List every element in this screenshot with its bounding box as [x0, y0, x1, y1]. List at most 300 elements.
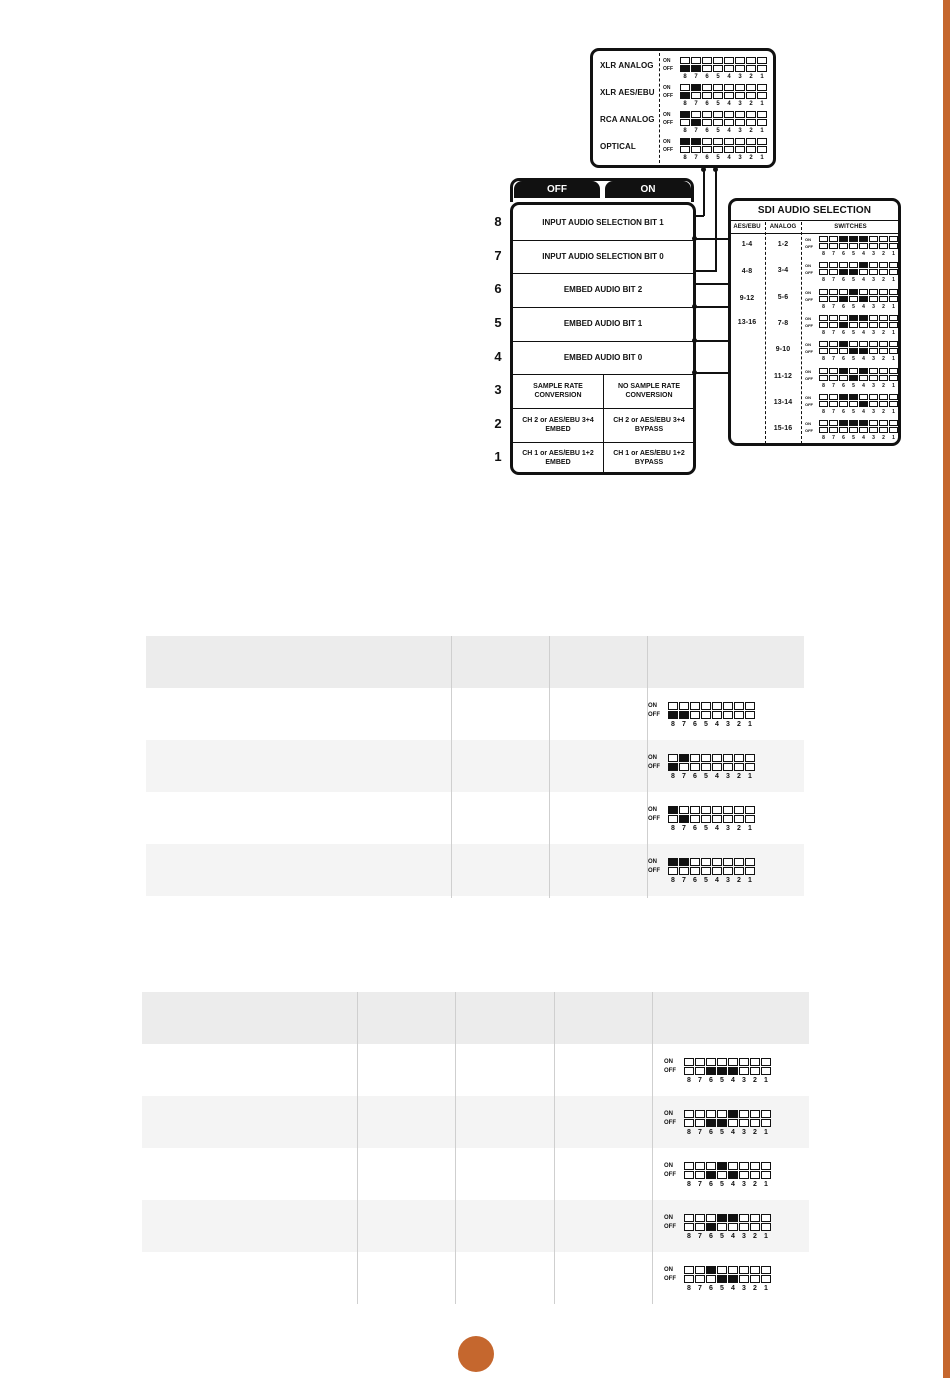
switch-cell [859, 243, 868, 249]
switch-cell [819, 315, 828, 321]
off-label: OFF [648, 712, 660, 718]
switch-number: 6 [842, 251, 845, 257]
switch-number: 2 [882, 277, 885, 284]
switch-on-off-labels [805, 368, 813, 382]
switch-numbers [684, 1233, 771, 1240]
switch-cell [757, 57, 767, 64]
switch-cell [680, 65, 690, 72]
switch-cell [712, 858, 722, 866]
switch-numbers [668, 721, 755, 728]
table-row [142, 1200, 809, 1252]
switch-on-off-labels [664, 1058, 676, 1076]
switch-number: 2 [882, 382, 885, 389]
off-label: OFF [805, 428, 813, 434]
switch-on-off-labels [663, 111, 673, 127]
switch-cell [761, 1119, 771, 1127]
switch-number: 3 [742, 1181, 746, 1188]
switch-number: 7 [832, 435, 835, 442]
switch-number: 7 [832, 382, 835, 389]
off-label: OFF [805, 349, 813, 355]
switch-cell [723, 754, 733, 762]
switch-off-function-label: SAMPLE RATE CONVERSION [533, 383, 583, 399]
switch-cell [712, 806, 722, 814]
switch-number: 3 [726, 773, 730, 780]
switch-cell [750, 1223, 760, 1231]
switch-on-off-labels [664, 1110, 676, 1128]
switch-cell [829, 420, 838, 426]
switch-on-function-label: NO SAMPLE RATE CONVERSION [617, 383, 681, 399]
table-row [146, 688, 804, 740]
off-label: OFF [648, 868, 660, 874]
switch-number: 1 [748, 773, 752, 780]
switch-on-off-labels [805, 341, 813, 355]
switch-cell [668, 858, 678, 866]
switch-numbers [680, 128, 767, 134]
switch-number: 3 [872, 329, 875, 336]
switch-number: 8 [683, 101, 687, 107]
switch-cell [869, 394, 878, 400]
switch-cell [680, 84, 690, 91]
switch-number: 4 [715, 773, 719, 780]
switch-on-row [819, 420, 898, 426]
switch-cell [695, 1119, 705, 1127]
connector-line [703, 170, 705, 216]
switch-number: 6 [705, 74, 709, 80]
switch-number: 1 [760, 74, 764, 80]
switch-numbers [680, 101, 767, 107]
switch-cell [859, 420, 868, 426]
switch-on-row [819, 341, 898, 347]
switch-cell [849, 394, 858, 400]
switch-cell [724, 138, 734, 145]
switch-number: 4 [715, 825, 719, 832]
switch-cell [691, 119, 701, 126]
switch-cell [869, 322, 878, 328]
switch-cell [849, 296, 858, 302]
switch-number: 3 [742, 1233, 746, 1240]
switch-cell [735, 119, 745, 126]
switch-on-off-labels [663, 57, 673, 73]
switch-cell [713, 111, 723, 118]
switch-number: 1 [748, 825, 752, 832]
switch-cell [849, 322, 858, 328]
switch-cell [717, 1058, 727, 1066]
switch-off-row [684, 1171, 771, 1179]
switch-cell [839, 289, 848, 295]
switch-cell [745, 867, 755, 875]
column-divider [549, 636, 550, 898]
switch-numbers [819, 409, 898, 415]
switch-cell [735, 65, 745, 72]
switch-cell [819, 348, 828, 354]
table-row [146, 792, 804, 844]
analog-channel-pair: 13-14 [773, 398, 793, 406]
switch-cell [879, 420, 888, 426]
switch-cell [889, 269, 898, 275]
switch-cell [702, 92, 712, 99]
on-label: ON [805, 394, 811, 400]
switch-number: 5 [716, 128, 720, 134]
switch-cell [839, 394, 848, 400]
switch-number: 5 [852, 382, 855, 389]
switch-cell [690, 711, 700, 719]
on-label: ON [663, 85, 671, 91]
switch-cell [849, 289, 858, 295]
switch-on-row [684, 1266, 771, 1274]
switch-cell [679, 754, 689, 762]
tab-on: ON [605, 181, 691, 198]
switch-cell [889, 368, 898, 374]
switch-number: 1 [764, 1233, 768, 1240]
switch-cell [706, 1110, 716, 1118]
switch-cell [690, 867, 700, 875]
switch-number: 1 [764, 1077, 768, 1084]
switch-number: 4 [862, 356, 865, 363]
switch-number: 7 [832, 251, 835, 257]
switch-cell [684, 1171, 694, 1179]
switch-cell [819, 420, 828, 426]
switch-cell [735, 138, 745, 145]
switch-number: 1 [892, 277, 895, 284]
switch-on-off-labels [664, 1266, 676, 1284]
switch-number: 7 [832, 408, 835, 415]
switch-on-off-labels [648, 754, 660, 772]
switch-cell [849, 315, 858, 321]
switch-cell [745, 815, 755, 823]
switch-cell [761, 1171, 771, 1179]
switch-on-row [819, 315, 898, 321]
off-label: OFF [648, 764, 660, 770]
switch-cell [728, 1067, 738, 1075]
connector-line [715, 170, 717, 272]
switch-on-row [684, 1110, 771, 1118]
switch-on-off-labels [648, 858, 660, 876]
table-row [146, 844, 804, 896]
sdi-col-divider-1 [765, 222, 766, 444]
switch-off-row [684, 1067, 771, 1075]
column-divider [451, 636, 452, 898]
aes-ebu-channel-pair: 1-4 [741, 241, 753, 248]
switch-position-number: 6 [494, 281, 502, 296]
switch-cell [712, 702, 722, 710]
switch-number: 8 [671, 721, 675, 728]
switch-cell [761, 1110, 771, 1118]
switch-number: 1 [892, 251, 895, 257]
switch-cell [839, 243, 848, 249]
switch-number: 6 [709, 1285, 713, 1292]
switch-cell [684, 1162, 694, 1170]
switch-cell [684, 1214, 694, 1222]
switch-cell [839, 401, 848, 407]
switch-number: 7 [682, 721, 686, 728]
switch-number: 5 [852, 329, 855, 336]
switch-numbers [819, 330, 898, 336]
switch-cell [735, 57, 745, 64]
switch-cell [889, 296, 898, 302]
switch-cell [819, 289, 828, 295]
analog-channel-pair: 3-4 [777, 267, 789, 275]
switch-number: 7 [694, 155, 698, 161]
switch-cell [713, 138, 723, 145]
switch-number: 4 [862, 251, 865, 257]
switch-cell [695, 1223, 705, 1231]
switch-number: 8 [687, 1181, 691, 1188]
on-label: ON [805, 289, 811, 295]
switch-number: 1 [764, 1181, 768, 1188]
switch-cell [819, 322, 828, 328]
switch-number: 7 [682, 825, 686, 832]
switch-number: 6 [705, 128, 709, 134]
switch-cell [829, 315, 838, 321]
switch-number: 3 [872, 382, 875, 389]
switch-cell [859, 289, 868, 295]
switch-number: 6 [842, 356, 845, 363]
switch-cell [750, 1266, 760, 1274]
switch-number: 1 [760, 101, 764, 107]
switch-cell [879, 427, 888, 433]
on-label: ON [664, 1111, 673, 1117]
switch-cell [690, 806, 700, 814]
switch-cell [879, 375, 888, 381]
off-label: OFF [805, 375, 813, 381]
switch-number: 7 [832, 329, 835, 336]
switch-cell [701, 763, 711, 771]
page-number-badge [458, 1336, 494, 1372]
switch-cell [839, 262, 848, 268]
switch-cell [706, 1275, 716, 1283]
switch-off-row [819, 401, 898, 407]
switch-cell [761, 1275, 771, 1283]
switch-number: 4 [727, 101, 731, 107]
on-label: ON [663, 112, 671, 118]
switch-cell [761, 1067, 771, 1075]
switch-cell [757, 138, 767, 145]
switch-cell [690, 815, 700, 823]
switch-cell [713, 65, 723, 72]
switch-cell [819, 394, 828, 400]
switch-cell [869, 296, 878, 302]
switch-cell [819, 269, 828, 275]
switch-number: 6 [705, 155, 709, 161]
switch-cell [859, 236, 868, 242]
switch-number: 6 [842, 382, 845, 389]
input-source-label: RCA ANALOG [600, 115, 655, 124]
switch-number: 7 [698, 1285, 702, 1292]
switch-cell [739, 1119, 749, 1127]
switch-number: 8 [822, 329, 825, 336]
switch-numbers [819, 356, 898, 362]
switch-off-row [684, 1275, 771, 1283]
switch-number: 2 [749, 155, 753, 161]
connector-dot [701, 167, 706, 172]
switch-cell [712, 763, 722, 771]
switch-cell [734, 858, 744, 866]
connector-dot [692, 304, 697, 309]
switch-cell [829, 289, 838, 295]
switch-cell [859, 427, 868, 433]
switch-cell [728, 1110, 738, 1118]
switch-cell [735, 84, 745, 91]
sdi-panel-title: SDI AUDIO SELECTION [757, 205, 872, 216]
switch-number: 6 [693, 825, 697, 832]
sdi-header-aes: AES/EBU [733, 224, 761, 230]
switch-number: 7 [682, 773, 686, 780]
switch-cell [839, 269, 848, 275]
switch-number: 7 [698, 1077, 702, 1084]
switch-cell [859, 368, 868, 374]
switch-on-off-labels [805, 420, 813, 434]
switch-cell [691, 146, 701, 153]
off-label: OFF [664, 1224, 676, 1230]
switch-cell [702, 65, 712, 72]
switch-number: 4 [727, 155, 731, 161]
switch-on-function-label: CH 2 or AES/EBU 3+4 BYPASS [613, 417, 685, 433]
row-divider [513, 273, 693, 274]
switch-cell [829, 368, 838, 374]
switch-cell [706, 1266, 716, 1274]
switch-cell [724, 111, 734, 118]
switch-cell [879, 289, 888, 295]
dip-switch-diagram [0, 0, 950, 520]
switch-numbers [684, 1129, 771, 1136]
switch-cell [869, 289, 878, 295]
switch-number: 5 [720, 1077, 724, 1084]
switch-numbers [819, 304, 898, 310]
switch-cell [739, 1214, 749, 1222]
switch-off-row [684, 1119, 771, 1127]
switch-cell [761, 1214, 771, 1222]
switch-cell [717, 1110, 727, 1118]
switch-number: 4 [862, 382, 865, 389]
switch-number: 6 [709, 1181, 713, 1188]
switch-number: 3 [738, 74, 742, 80]
switch-cell [695, 1275, 705, 1283]
switch-cell [839, 322, 848, 328]
switch-number: 5 [704, 877, 708, 884]
switch-number: 4 [727, 74, 731, 80]
switch-cell [723, 815, 733, 823]
switch-cell [849, 243, 858, 249]
off-label: OFF [663, 93, 673, 99]
switch-number: 6 [842, 329, 845, 336]
switch-cell [723, 867, 733, 875]
row-divider [513, 341, 693, 342]
table-row [142, 1044, 809, 1096]
switch-cell [728, 1162, 738, 1170]
switch-cell [869, 269, 878, 275]
switch-number: 4 [715, 877, 719, 884]
switch-cell [713, 57, 723, 64]
switch-cell [684, 1119, 694, 1127]
switch-cell [746, 138, 756, 145]
switch-cell [723, 702, 733, 710]
switch-cell [724, 146, 734, 153]
switch-cell [739, 1162, 749, 1170]
off-label: OFF [805, 270, 813, 276]
split-column-divider [603, 374, 604, 473]
switch-number: 4 [731, 1181, 735, 1188]
switch-cell [879, 394, 888, 400]
switch-cell [829, 322, 838, 328]
switch-number: 2 [737, 721, 741, 728]
switch-number: 3 [726, 825, 730, 832]
switch-cell [757, 84, 767, 91]
connector-line [694, 306, 728, 308]
switch-cell [684, 1067, 694, 1075]
switch-position-number: 7 [494, 247, 502, 263]
switch-cell [724, 65, 734, 72]
switch-cell [679, 815, 689, 823]
switch-number: 5 [704, 825, 708, 832]
switch-number: 6 [693, 721, 697, 728]
switch-number: 6 [709, 1233, 713, 1240]
switch-cell [734, 806, 744, 814]
switch-cell [849, 269, 858, 275]
switch-numbers [668, 773, 755, 780]
switch-off-function-label: CH 1 or AES/EBU 1+2 EMBED [522, 449, 594, 466]
off-label: OFF [663, 147, 673, 153]
switch-off-row [819, 269, 898, 275]
switch-cell [819, 243, 828, 249]
table-header-row [142, 992, 809, 1044]
switch-cell [849, 341, 858, 347]
switch-cell [668, 867, 678, 875]
on-label: ON [805, 421, 811, 427]
switch-cell [746, 119, 756, 126]
switch-cell [750, 1214, 760, 1222]
column-divider [652, 992, 653, 1304]
switch-cell [745, 702, 755, 710]
switch-number: 7 [832, 356, 835, 363]
column-divider [357, 992, 358, 1304]
switch-cell [859, 341, 868, 347]
switch-cell [706, 1119, 716, 1127]
switch-number: 3 [738, 128, 742, 134]
switch-function-label: EMBED AUDIO BIT 1 [563, 319, 643, 328]
switch-cell [702, 84, 712, 91]
switch-number: 7 [698, 1129, 702, 1136]
aes-ebu-channel-pair: 13-16 [737, 319, 757, 326]
switch-number: 3 [738, 155, 742, 161]
switch-cell [849, 427, 858, 433]
switch-number: 2 [882, 251, 885, 257]
switch-number: 2 [749, 101, 753, 107]
switch-number: 3 [872, 408, 875, 415]
switch-number: 4 [862, 329, 865, 336]
switch-cell [849, 262, 858, 268]
switch-cell [734, 702, 744, 710]
switch-cell [879, 322, 888, 328]
switch-off-row [680, 146, 767, 153]
off-label: OFF [648, 816, 660, 822]
switch-cell [757, 65, 767, 72]
switch-numbers [680, 74, 767, 80]
analog-channel-pair: 9-10 [775, 346, 791, 354]
switch-cell [869, 368, 878, 374]
switch-numbers [819, 277, 898, 283]
switch-cell [819, 296, 828, 302]
switch-cell [839, 348, 848, 354]
switch-cell [701, 806, 711, 814]
switch-number: 5 [720, 1233, 724, 1240]
on-label: ON [648, 703, 657, 709]
sdi-col-divider-2 [801, 222, 802, 444]
switch-number: 3 [742, 1285, 746, 1292]
switch-number: 8 [683, 128, 687, 134]
switch-cell [684, 1110, 694, 1118]
switch-number: 8 [822, 303, 825, 310]
switch-number: 5 [852, 356, 855, 363]
